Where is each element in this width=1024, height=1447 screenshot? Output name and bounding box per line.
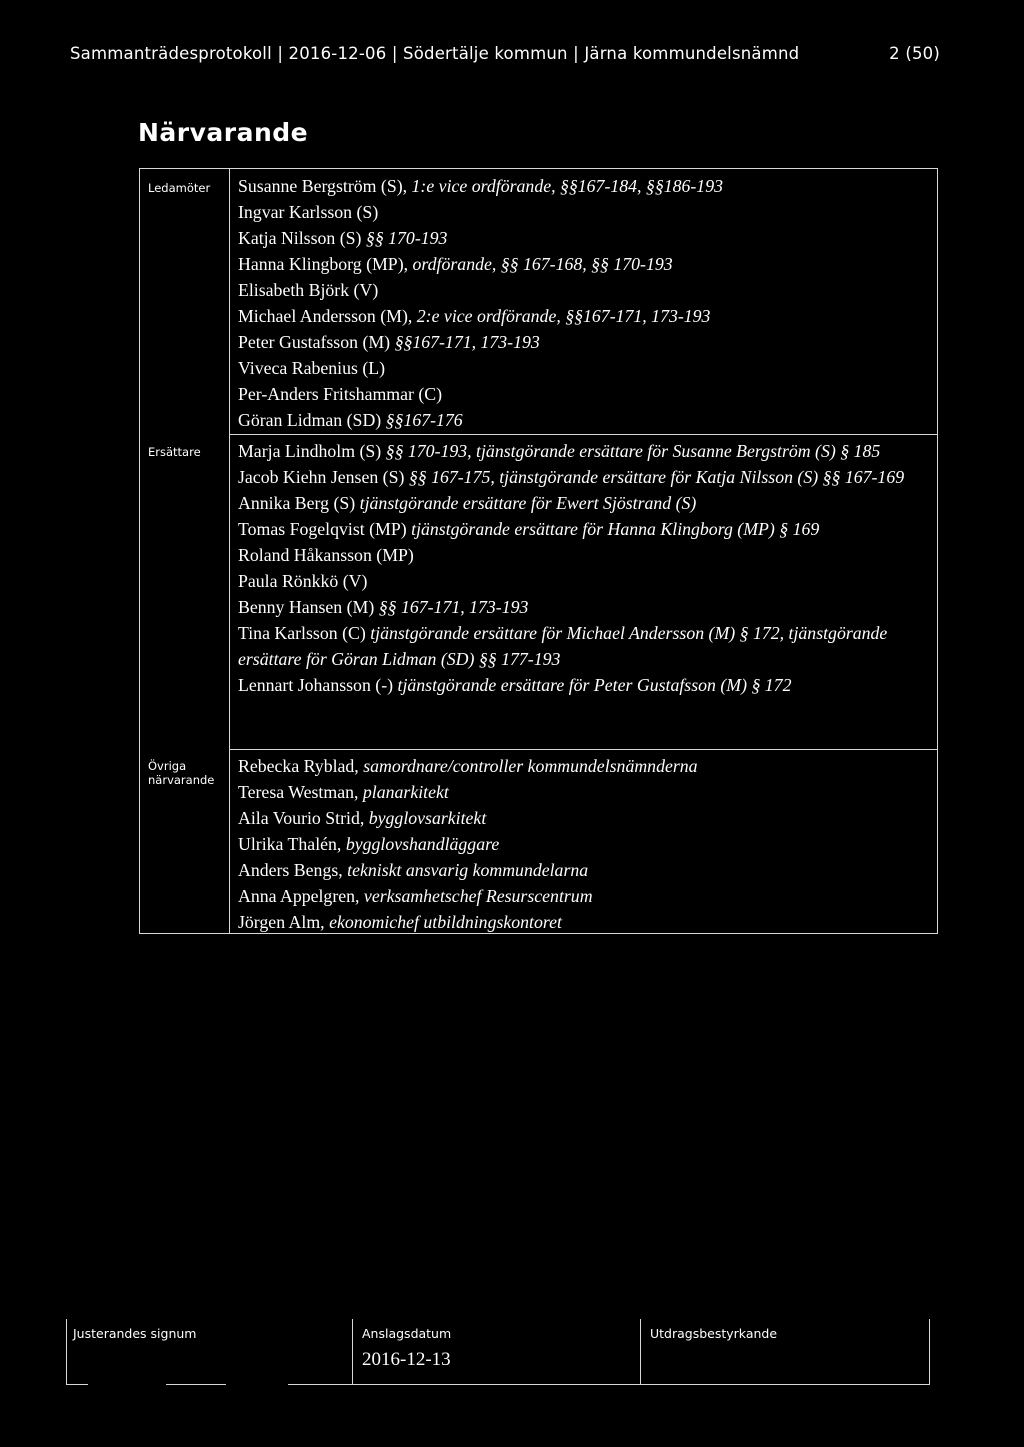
attendee-note: samordnare/controller kommundelsnämnderna [363, 756, 698, 776]
attendee-name: Aila Vourio Strid, [238, 808, 369, 828]
attendee-note: bygglovshandläggare [345, 834, 500, 854]
attendee-note: tjänstgörande ersättare för Ewert Sjöstrand (S) [359, 493, 697, 513]
row-divider [229, 749, 937, 750]
attendee-note: ordförande, §§ 167-168, §§ 170-193 [412, 254, 673, 274]
attendee-name: Rebecka Ryblad, [238, 756, 364, 776]
attendee-row [238, 303, 928, 329]
attendee-row [238, 831, 928, 857]
attendee-name: Ingvar Karlsson (S) [238, 202, 379, 222]
attendee-name: Michael Andersson (M), [238, 306, 417, 326]
footer-line [352, 1384, 640, 1385]
footer-divider [640, 1319, 641, 1385]
attendee-row [238, 173, 928, 199]
footer-divider [929, 1319, 930, 1385]
attendee-row [238, 883, 928, 909]
list-ersattare [238, 438, 928, 698]
attendee-row [238, 542, 928, 568]
attendee-name: Elisabeth Björk (V) [238, 280, 379, 300]
attendee-name: Katja Nilsson (S) [238, 228, 366, 248]
attendee-note: §§167-171, 173-193 [394, 332, 540, 352]
footer-divider [66, 1319, 67, 1385]
header-title: Sammanträdesprotokoll | 2016-12-06 | Södertälje kommun | Järna kommundelsnämnd [70, 44, 800, 63]
attendee-row [238, 464, 928, 490]
attendee-name: Ulrika Thalén, [238, 834, 346, 854]
page-number: 2 (50) [889, 44, 940, 63]
list-ledamoter [238, 173, 928, 433]
attendee-name: Marja Lindholm (S) [238, 441, 386, 461]
label-ovriga: Övriga närvarande [148, 759, 215, 787]
attendee-name: Lennart Johansson (-) [238, 675, 398, 695]
label-ledamoter: Ledamöter [148, 181, 211, 195]
attendee-note: ekonomichef utbildningskontoret [329, 912, 562, 932]
attendee-name: Anna Appelgren, [238, 886, 364, 906]
attendee-name: Susanne Bergström (S), [238, 176, 412, 196]
attendee-name: Per-Anders Fritshammar (C) [238, 384, 443, 404]
attendee-note: tekniskt ansvarig kommundelarna [347, 860, 589, 880]
attendee-name: Roland Håkansson (MP) [238, 545, 414, 565]
attendee-row [238, 672, 928, 698]
attendee-name: Jacob Kiehn Jensen (S) [238, 467, 409, 487]
attendee-note: §§ 167-175, tjänstgörande ersättare för Katja Nilsson (S) §§ 167-169 [408, 467, 905, 487]
attendee-row [238, 277, 928, 303]
attendee-row [238, 568, 928, 594]
attendee-note: bygglovsarkitekt [368, 808, 487, 828]
attendee-row [238, 620, 928, 672]
attendee-row [238, 407, 928, 433]
anslagsdatum-label: Anslagsdatum [362, 1326, 452, 1341]
attendee-note: tjänstgörande ersättare för Peter Gustafsson (M) § 172 [397, 675, 792, 695]
attendee-name: Benny Hansen (M) [238, 597, 379, 617]
attendee-note: tjänstgörande ersättare för Michael Andersson (M) § 172, tjänstgörande ersättare för Göran Lidman (SD) §§ 177-193 [238, 623, 888, 669]
attendee-row [238, 594, 928, 620]
attendee-name: Jörgen Alm, [238, 912, 330, 932]
attendee-name: Anders Bengs, [238, 860, 348, 880]
attendee-note: verksamhetschef Resurscentrum [363, 886, 593, 906]
attendee-row [238, 857, 928, 883]
attendee-name: Peter Gustafsson (M) [238, 332, 395, 352]
attendee-note: 2:e vice ordförande, §§167-171, 173-193 [416, 306, 711, 326]
anslagsdatum-value: 2016-12-13 [362, 1349, 451, 1370]
attendee-name: Hanna Klingborg (MP), [238, 254, 413, 274]
attendee-name: Annika Berg (S) [238, 493, 360, 513]
attendee-row [238, 490, 928, 516]
attendee-row [238, 438, 928, 464]
attendance-table [139, 168, 938, 934]
attendee-name: Tomas Fogelqvist (MP) [238, 519, 412, 539]
attendee-row [238, 355, 928, 381]
attendee-note: planarkitekt [362, 782, 449, 802]
attendee-name: Paula Rönkkö (V) [238, 571, 368, 591]
attendee-row [238, 381, 928, 407]
footer-line [640, 1384, 930, 1385]
attendee-name: Viveca Rabenius (L) [238, 358, 386, 378]
footer-line [66, 1384, 88, 1385]
list-ovriga [238, 753, 928, 935]
attendee-note: §§ 170-193, tjänstgörande ersättare för Susanne Bergström (S) § 185 [385, 441, 881, 461]
attendee-row [238, 329, 928, 355]
attendee-row [238, 225, 928, 251]
attendee-row [238, 251, 928, 277]
attendee-note: §§ 170-193 [365, 228, 448, 248]
utdragsbestyrkande-label: Utdragsbestyrkande [650, 1326, 778, 1341]
column-divider [229, 169, 230, 933]
attendee-row [238, 199, 928, 225]
attendee-name: Tina Karlsson (C) [238, 623, 371, 643]
attendee-note: §§167-176 [385, 410, 463, 430]
footer-line [288, 1384, 352, 1385]
attendee-name: Teresa Westman, [238, 782, 363, 802]
footer-divider [352, 1319, 353, 1385]
section-title: Närvarande [138, 118, 309, 147]
row-divider [229, 434, 937, 435]
label-ersattare: Ersättare [148, 445, 201, 459]
signature-footer [66, 1319, 930, 1385]
justerandes-signum-label: Justerandes signum [73, 1326, 197, 1341]
attendee-name: Göran Lidman (SD) [238, 410, 386, 430]
attendee-note: tjänstgörande ersättare för Hanna Klingborg (MP) § 169 [411, 519, 820, 539]
attendee-row [238, 779, 928, 805]
attendee-row [238, 805, 928, 831]
attendee-row [238, 753, 928, 779]
footer-line [166, 1384, 226, 1385]
attendee-row [238, 909, 928, 935]
attendee-row [238, 516, 928, 542]
attendee-note: 1:e vice ordförande, §§167-184, §§186-193 [411, 176, 723, 196]
attendee-note: §§ 167-171, 173-193 [378, 597, 529, 617]
document-header [70, 44, 940, 63]
